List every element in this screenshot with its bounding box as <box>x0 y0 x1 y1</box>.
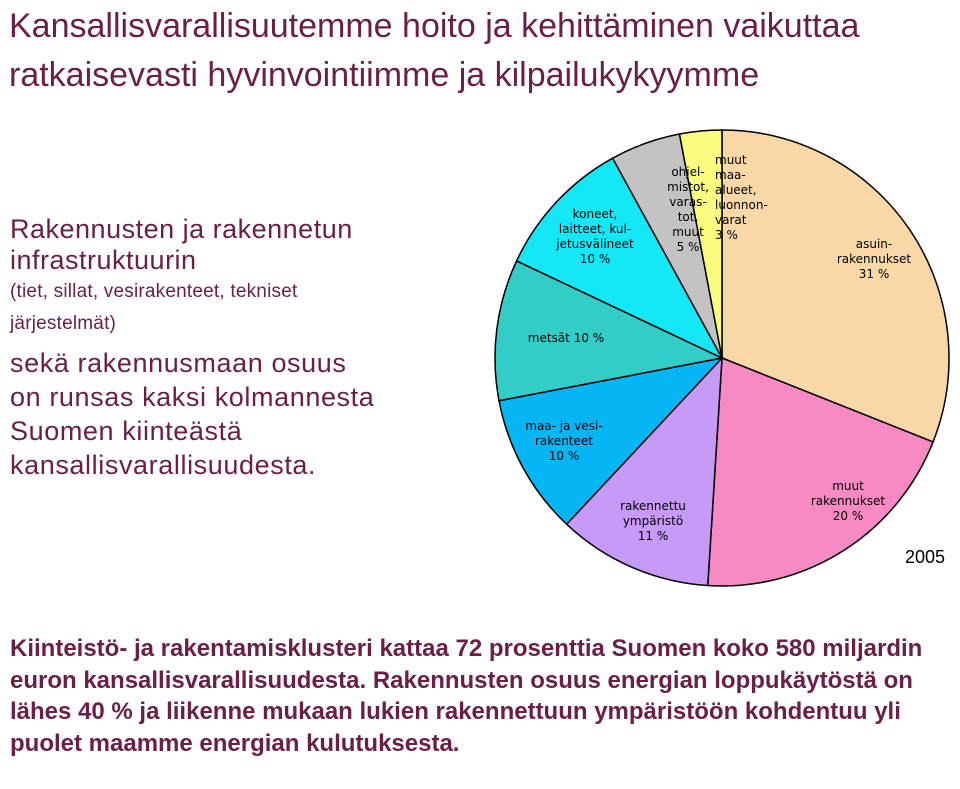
slice-label: muut rakennukset 20 % <box>810 479 886 523</box>
year-label: 2005 <box>905 547 946 567</box>
footer-paragraph: Kiinteistö- ja rakentamisklusteri kattaa 72 prosenttia Suomen koko 580 miljardin euron kansallisvarallisuudesta. Rakennusten osuus energian loppukäytöstä on lähes 40 % ja liikenne mukaan lukien rakennettuun ympäristöön kohdentuu yli puolet maamme energian kulutuksesta. <box>10 635 923 757</box>
summary-line: kansallisvarallisuudesta. <box>10 450 317 480</box>
slice-label: asuin-rakennukset 31 % <box>836 237 912 281</box>
summary-line: Rakennusten ja rakennetun <box>10 214 353 244</box>
slice-label: muut maa-alueet, luonnon-varat 3 % <box>715 153 768 242</box>
summary-line: Suomen kiinteästä <box>10 416 243 446</box>
summary-line: on runsas kaksi kolmannesta <box>10 382 375 412</box>
slice-label: maa- ja vesi-rakenteet 10 % <box>525 419 603 463</box>
page-title: Kansallisvarallisuutemme hoito ja kehittäminen vaikuttaa ratkaisevasti hyvinvointiimme ja kilpailukykyymme <box>9 7 860 94</box>
slice-label: metsät 10 % <box>527 331 605 345</box>
summary-line: infrastruktuurin <box>10 245 197 275</box>
pie-chart-svg <box>490 128 960 590</box>
summary-note: (tiet, sillat, vesirakenteet, tekniset <box>10 281 298 302</box>
slice-label: ohjel-mistot, varas-tot, muut 5 % <box>667 165 709 254</box>
pie-chart <box>490 128 960 590</box>
summary-text <box>10 214 490 482</box>
summary-note: järjestelmät) <box>10 313 117 334</box>
slice-label: koneet, laitteet, kul-jetusvälineet 10 % <box>556 207 634 266</box>
summary-line: sekä rakennusmaan osuus <box>10 348 347 378</box>
slice-label: rakennettu ympäristö 11 % <box>620 499 686 543</box>
